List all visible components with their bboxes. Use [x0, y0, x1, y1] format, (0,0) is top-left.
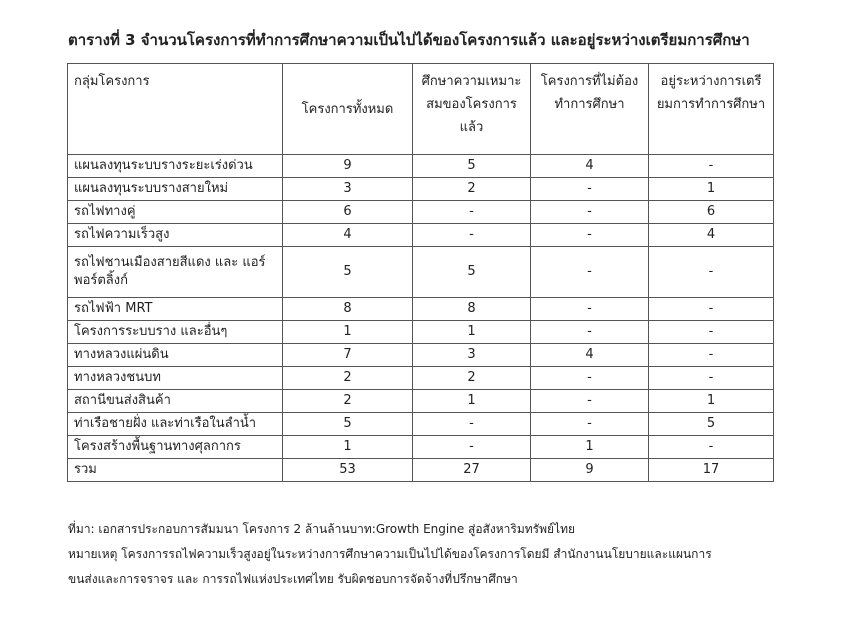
table-header-row [68, 64, 774, 155]
cell-no-study-required: - [531, 201, 649, 224]
cell-no-study-required: - [531, 247, 649, 298]
remark-note-line-2: ขนส่งและการจราจร และ การรถไฟแห่งประเทศไทย รับผิดชอบการจัดจ้างที่ปรึกษาศึกษา [68, 572, 518, 586]
cell-no-study-required: - [531, 298, 649, 321]
cell-project-group: แผนลงทุนระบบรางระยะเร่งด่วน [68, 155, 283, 178]
cell-total-projects: 53 [283, 459, 413, 482]
total-row [68, 459, 774, 482]
cell-total-projects: 5 [283, 247, 413, 298]
cell-project-group: ทางหลวงชนบท [68, 367, 283, 390]
cell-no-study-required: 4 [531, 155, 649, 178]
source-note: ที่มา: เอกสารประกอบการสัมมนา โครงการ 2 ล้านล้านบาท:Growth Engine สู่อสังหาริมทรัพย์ไทย [68, 522, 576, 536]
cell-feasibility-studied: - [413, 224, 531, 247]
table-row [68, 344, 774, 367]
cell-total-projects: 5 [283, 413, 413, 436]
projects-table [67, 63, 774, 482]
cell-preparing-study: - [649, 321, 774, 344]
cell-total-projects: 9 [283, 155, 413, 178]
cell-project-group: รวม [68, 459, 283, 482]
table-row [68, 247, 774, 298]
cell-preparing-study: 5 [649, 413, 774, 436]
table-title: ตารางที่ 3 จำนวนโครงการที่ทำการศึกษาความเป็นไปได้ของโครงการแล้ว และอยู่ระหว่างเตรียมการศึกษา [68, 31, 750, 49]
cell-preparing-study: - [649, 367, 774, 390]
cell-total-projects: 4 [283, 224, 413, 247]
cell-project-group: รถไฟชานเมืองสายสีแดง และ แอร์พอร์ตลิ้งก์ [68, 247, 283, 298]
table-row [68, 321, 774, 344]
header-no-study-required: โครงการที่ไม่ต้องทำการศึกษา [531, 64, 649, 155]
cell-preparing-study: - [649, 247, 774, 298]
cell-no-study-required: - [531, 413, 649, 436]
cell-project-group: รถไฟฟ้า MRT [68, 298, 283, 321]
cell-no-study-required: 9 [531, 459, 649, 482]
table-row [68, 178, 774, 201]
cell-no-study-required: - [531, 390, 649, 413]
cell-feasibility-studied: 27 [413, 459, 531, 482]
table-row [68, 298, 774, 321]
cell-total-projects: 3 [283, 178, 413, 201]
table-row [68, 436, 774, 459]
cell-project-group: รถไฟความเร็วสูง [68, 224, 283, 247]
header-feasibility-studied: ศึกษาความเหมาะสมของโครงการแล้ว [413, 64, 531, 155]
cell-feasibility-studied: 8 [413, 298, 531, 321]
cell-feasibility-studied: 2 [413, 178, 531, 201]
cell-preparing-study: - [649, 436, 774, 459]
table-row [68, 367, 774, 390]
cell-total-projects: 6 [283, 201, 413, 224]
cell-no-study-required: - [531, 224, 649, 247]
cell-feasibility-studied: 2 [413, 367, 531, 390]
cell-project-group: รถไฟทางคู่ [68, 201, 283, 224]
cell-no-study-required: - [531, 367, 649, 390]
table-row [68, 224, 774, 247]
cell-no-study-required: - [531, 178, 649, 201]
cell-project-group: สถานีขนส่งสินค้า [68, 390, 283, 413]
cell-total-projects: 8 [283, 298, 413, 321]
cell-total-projects: 2 [283, 367, 413, 390]
table-row [68, 201, 774, 224]
cell-feasibility-studied: 5 [413, 247, 531, 298]
cell-feasibility-studied: 5 [413, 155, 531, 178]
table-row [68, 390, 774, 413]
cell-no-study-required: 4 [531, 344, 649, 367]
cell-no-study-required: 1 [531, 436, 649, 459]
remark-note-line-1: หมายเหตุ โครงการรถไฟความเร็วสูงอยู่ในระหว่างการศึกษาความเป็นไปได้ของโครงการโดยมี สำนักงานนโยบายและแผนการ [68, 547, 712, 561]
cell-preparing-study: 6 [649, 201, 774, 224]
cell-feasibility-studied: 1 [413, 390, 531, 413]
header-total-projects: โครงการทั้งหมด [283, 64, 413, 155]
table-body [68, 155, 774, 482]
cell-preparing-study: 17 [649, 459, 774, 482]
cell-preparing-study: - [649, 298, 774, 321]
table-notes [68, 517, 712, 592]
cell-total-projects: 1 [283, 321, 413, 344]
cell-feasibility-studied: 3 [413, 344, 531, 367]
cell-feasibility-studied: - [413, 436, 531, 459]
header-preparing-study: อยู่ระหว่างการเตรียมการทำการศึกษา [649, 64, 774, 155]
cell-feasibility-studied: - [413, 413, 531, 436]
header-project-group: กลุ่มโครงการ [68, 64, 283, 155]
cell-project-group: ท่าเรือชายฝั่ง และท่าเรือในลำน้ำ [68, 413, 283, 436]
cell-preparing-study: - [649, 344, 774, 367]
cell-preparing-study: 1 [649, 178, 774, 201]
cell-preparing-study: 1 [649, 390, 774, 413]
cell-project-group: โครงสร้างพื้นฐานทางศุลกากร [68, 436, 283, 459]
cell-no-study-required: - [531, 321, 649, 344]
cell-preparing-study: 4 [649, 224, 774, 247]
cell-preparing-study: - [649, 155, 774, 178]
cell-total-projects: 1 [283, 436, 413, 459]
table-row [68, 413, 774, 436]
cell-feasibility-studied: 1 [413, 321, 531, 344]
cell-total-projects: 2 [283, 390, 413, 413]
cell-project-group: แผนลงทุนระบบรางสายใหม่ [68, 178, 283, 201]
table-row [68, 155, 774, 178]
cell-project-group: ทางหลวงแผ่นดิน [68, 344, 283, 367]
cell-feasibility-studied: - [413, 201, 531, 224]
cell-project-group: โครงการระบบราง และอื่นๆ [68, 321, 283, 344]
cell-total-projects: 7 [283, 344, 413, 367]
